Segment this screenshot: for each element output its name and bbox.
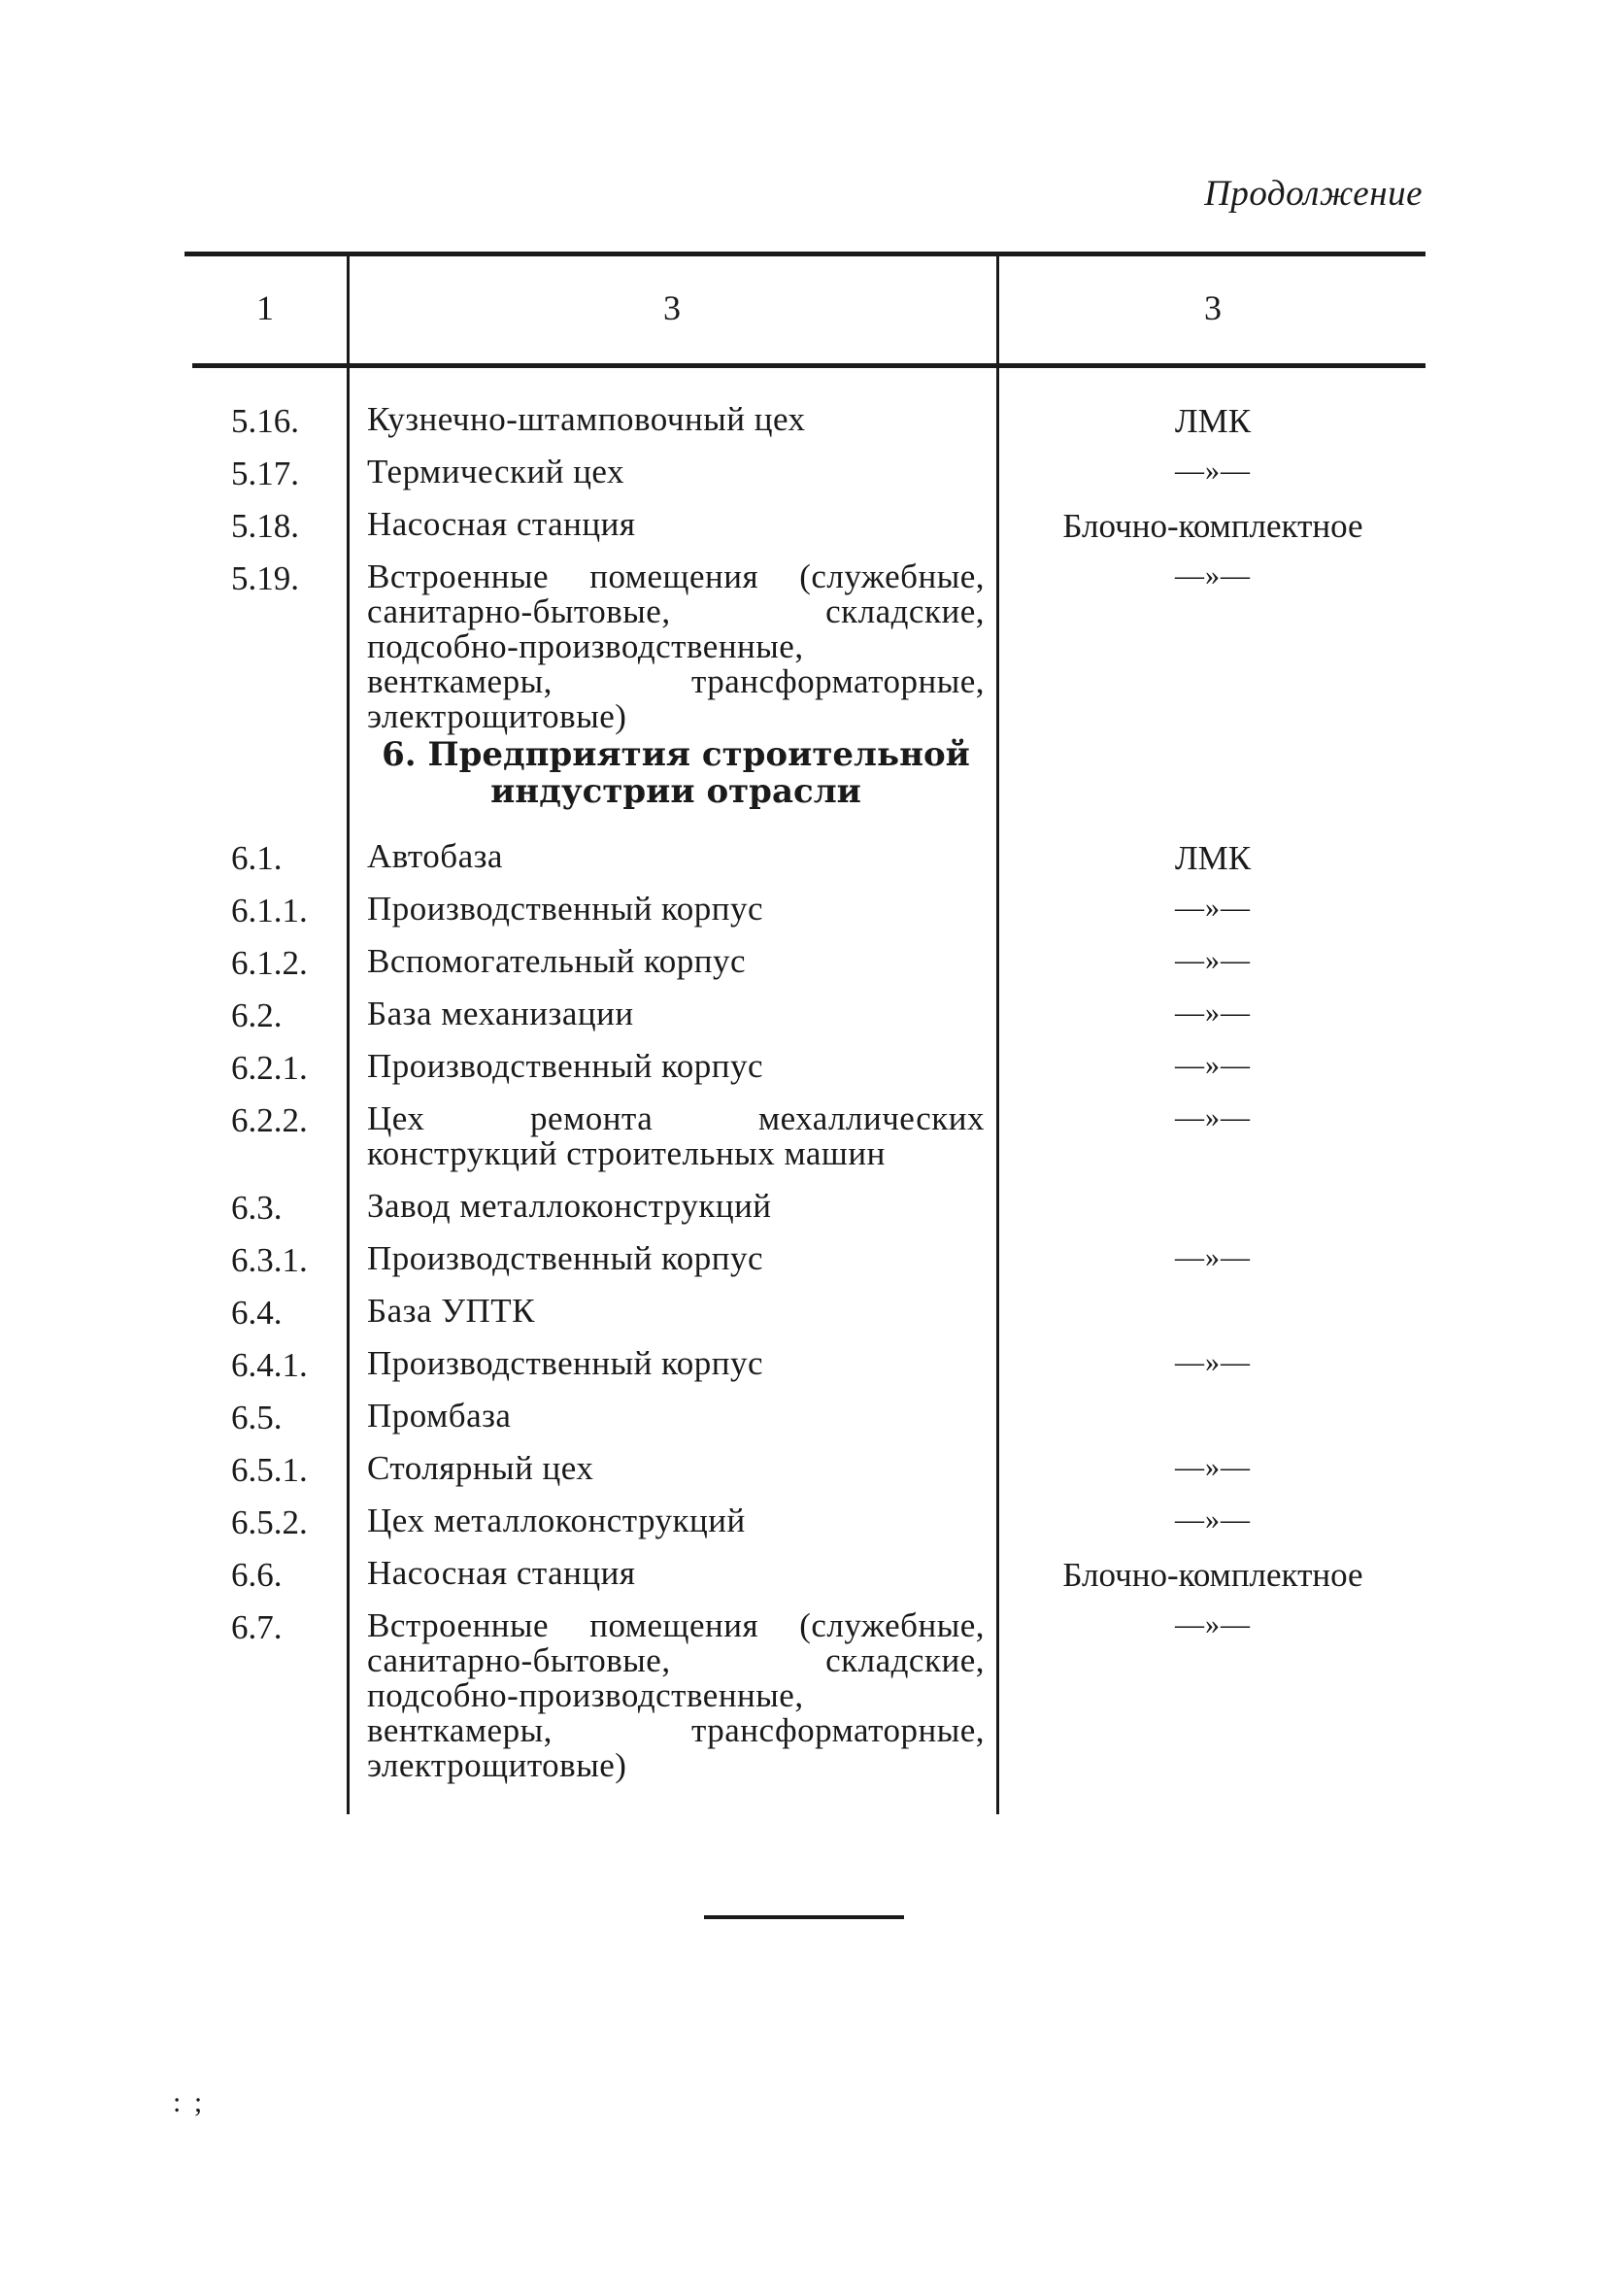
row-value: —»— [1175,1241,1251,1273]
table-top-rule [184,252,1426,256]
row-value: —»— [1175,1451,1251,1483]
column-header-3: 3 [1204,288,1222,327]
section-title-line-1: 6. Предприятия строительной [382,735,970,774]
footer-rule [704,1915,904,1919]
row-number: 6.6. [231,1556,283,1594]
row-value: Блочно-комплектное [1062,507,1363,545]
row-text: Термический цех [367,453,624,490]
row-text: Автобаза [367,837,503,875]
row-text: База УПТК [367,1292,536,1330]
row-text: Завод металлоконструкций [367,1187,772,1225]
row-text: Производственный корпус [367,1344,764,1382]
row-number: 6.1.1. [231,892,308,929]
row-value: Блочно-комплектное [1062,1556,1363,1594]
row-number: 6.3.1. [231,1241,308,1279]
row-value: ЛМК [1174,839,1252,877]
row-value: —»— [1175,559,1251,591]
row-number: 6.5. [231,1399,283,1436]
row-text: Производственный корпус [367,1047,764,1085]
row-text: Производственный корпус [367,1239,764,1277]
row-value: —»— [1175,892,1251,924]
row-value: —»— [1175,1346,1251,1378]
row-text: Производственный корпус [367,890,764,928]
row-value: —»— [1175,1608,1251,1640]
row-value: ЛМК [1174,402,1252,440]
row-value: —»— [1175,996,1251,1029]
row-value: —»— [1175,1101,1251,1133]
row-number: 6.2. [231,996,283,1034]
row-number: 6.1.2. [231,944,308,982]
row-number: 6.1. [231,839,283,877]
row-number: 6.4.1. [231,1346,308,1384]
row-number: 6.7. [231,1608,283,1646]
row-text: Встроенные помещения (служебные, санитарно-бытовые, складские, подсобно-производственные, венткамеры, трансформаторные, электрощитовые) [367,557,985,735]
row-number: 6.5.1. [231,1451,308,1489]
row-value: —»— [1175,455,1251,487]
row-number: 6.2.1. [231,1049,308,1087]
row-number: 6.5.2. [231,1503,308,1541]
row-text: Кузнечно-штамповочный цех [367,400,806,438]
row-text: Встроенные помещения (служебные, санитарно-бытовые, складские, подсобно-производственные, венткамеры, трансформаторные, электрощитовые) [367,1606,985,1784]
column-divider-1 [347,256,350,1814]
column-divider-2 [996,256,999,1814]
continuation-label: Продолжение [1204,174,1423,214]
row-number: 6.3. [231,1189,283,1227]
row-text: Насосная станция [367,1554,636,1592]
row-number: 6.4. [231,1294,283,1332]
row-text: Вспомогательный корпус [367,942,747,980]
row-number: 5.18. [231,507,299,545]
row-text: Насосная станция [367,505,636,543]
page-number: : ; [173,2086,206,2118]
row-number: 5.16. [231,402,299,440]
row-number: 6.2.2. [231,1101,308,1139]
section-title-line-2: индустрии отрасли [490,772,861,811]
row-text: Цех ремонта мехаллических конструкций строительных машин [367,1099,985,1172]
row-text: Столярный цех [367,1449,594,1487]
row-value: —»— [1175,1503,1251,1536]
row-number: 5.19. [231,559,299,597]
row-number: 5.17. [231,455,299,492]
row-text: Промбаза [367,1397,512,1435]
section-title [367,736,985,810]
column-header-1: 1 [256,288,274,327]
row-text: База механизации [367,995,634,1032]
table-header-rule [192,363,1426,368]
row-value: —»— [1175,944,1251,976]
row-text: Цех металлоконструкций [367,1502,746,1539]
column-header-2: 3 [663,288,681,327]
row-value: —»— [1175,1049,1251,1081]
